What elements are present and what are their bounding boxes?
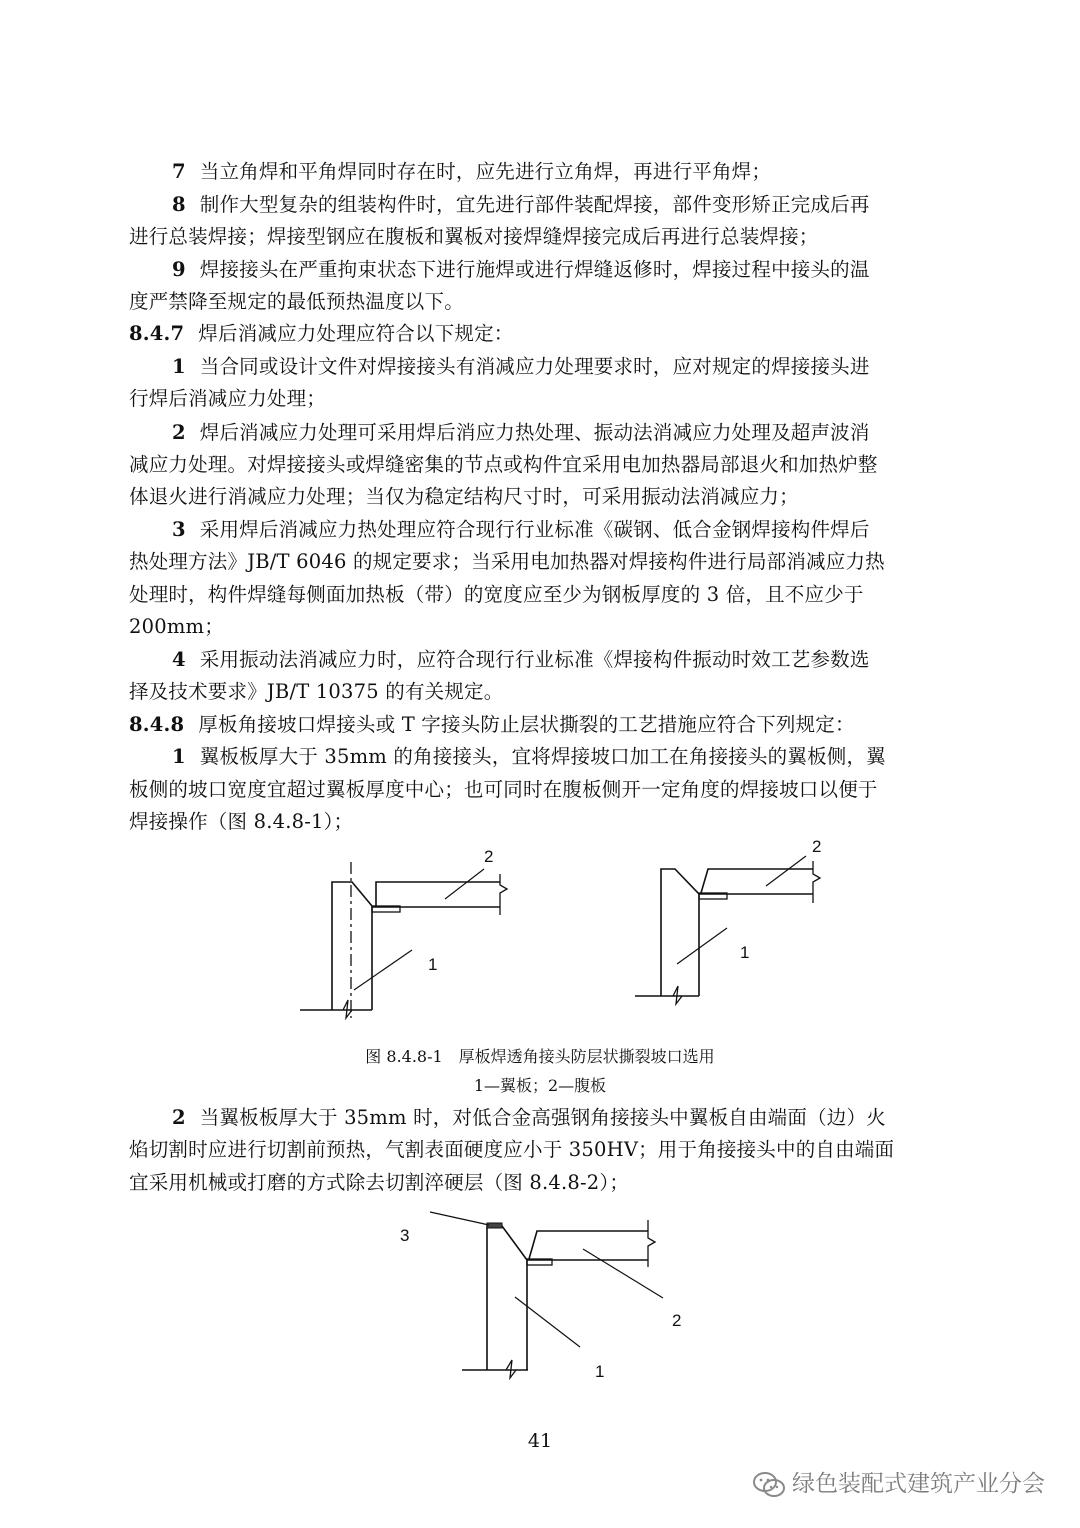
fig2-label-2: 2 bbox=[672, 1311, 682, 1330]
figure-8-4-8-1-legend: 1—翼板；2—腹板 bbox=[473, 1076, 607, 1095]
watermark-text: 绿色装配式建筑产业分会 bbox=[792, 1471, 1045, 1497]
s847-item-4-line2: 择及技术要求》JB/T 10375 的有关规定。 bbox=[129, 680, 504, 703]
s847-item-3-line1: 3 采用焊后消减应力热处理应符合现行行业标准《碳钢、低合金钢焊接构件焊后 bbox=[172, 518, 870, 541]
s847-item-3-line2: 热处理方法》JB/T 6046 的规定要求；当采用电加热器对焊接构件进行局部消减应力热 bbox=[129, 550, 885, 573]
s847-item-1-line1: 1 当合同或设计文件对焊接接头有消减应力处理要求时，应对规定的焊接接头进 bbox=[172, 355, 870, 378]
s848-item-2-line3: 宜采用机械或打磨的方式除去切割淬硬层（图 8.4.8-2）； bbox=[129, 1171, 630, 1194]
fig1-label-2-right: 2 bbox=[812, 837, 822, 856]
section-8-4-8-heading: 8.4.8 厚板角接坡口焊接头或 T 字接头防止层状撕裂的工艺措施应符合下列规定： bbox=[129, 713, 855, 736]
item-8-line1: 8 制作大型复杂的组装构件时，宜先进行部件装配焊接，部件变形矫正完成后再 bbox=[172, 193, 870, 216]
s847-item-1-line2: 行焊后消减应力处理； bbox=[129, 387, 327, 410]
watermark bbox=[752, 1465, 1045, 1499]
fig2-label-1: 1 bbox=[595, 1362, 605, 1381]
page-number: 41 bbox=[527, 1430, 553, 1452]
s847-item-2-line2: 减应力处理。对焊接接头或焊缝密集的节点或构件宜采用电加热器局部退火和加热炉整 bbox=[129, 453, 878, 476]
item-8-line2: 进行总装焊接；焊接型钢应在腹板和翼板对接焊缝焊接完成后再进行总装焊接； bbox=[129, 225, 819, 248]
fig1-label-1-left: 1 bbox=[428, 955, 438, 974]
item-9-line2: 度严禁降至规定的最低预热温度以下。 bbox=[129, 290, 464, 313]
s848-item-1-line1: 1 翼板板厚大于 35mm 的角接接头，宜将焊接坡口加工在角接接头的翼板侧，翼 bbox=[172, 745, 886, 768]
item-7: 7 当立角焊和平角焊同时存在时，应先进行立角焊，再进行平角焊； bbox=[172, 160, 772, 183]
wechat-icon bbox=[752, 1471, 786, 1499]
fig2-label-3: 3 bbox=[400, 1226, 410, 1245]
section-8-4-7-heading: 8.4.7 焊后消减应力处理应符合以下规定： bbox=[129, 322, 514, 345]
s847-item-3-line4: 200mm； bbox=[129, 615, 224, 638]
s848-item-2-line1: 2 当翼板板厚大于 35mm 时，对低合金高强钢角接接头中翼板自由端面（边）火 bbox=[172, 1106, 886, 1129]
s848-item-1-line3: 焊接操作（图 8.4.8-1）； bbox=[129, 810, 354, 833]
s847-item-2-line3: 体退火进行消减应力处理；当仅为稳定结构尺寸时，可采用振动法消减应力； bbox=[129, 485, 799, 508]
s847-item-2-line1: 2 焊后消减应力处理可采用焊后消应力热处理、振动法消减应力处理及超声波消 bbox=[172, 421, 870, 444]
item-9-line1: 9 焊接接头在严重拘束状态下进行施焊或进行焊缝返修时，焊接过程中接头的温 bbox=[172, 258, 870, 281]
s847-item-3-line3: 处理时，构件焊缝每侧面加热板（带）的宽度应至少为钢板厚度的 3 倍，且不应少于 bbox=[129, 583, 864, 606]
figure-8-4-8-1-caption: 图 8.4.8-1 厚板焊透角接头防层状撕裂坡口选用 bbox=[365, 1047, 715, 1066]
fig1-label-2-left: 2 bbox=[484, 847, 494, 866]
s848-item-1-line2: 板侧的坡口宽度宜超过翼板厚度中心；也可同时在腹板侧开一定角度的焊接坡口以便于 bbox=[129, 778, 878, 801]
s847-item-4-line1: 4 采用振动法消减应力时，应符合现行行业标准《焊接构件振动时效工艺参数选 bbox=[172, 648, 870, 671]
s848-item-2-line2: 焰切割时应进行切割前预热，气割表面硬度应小于 350HV；用于角接接头中的自由端面 bbox=[129, 1138, 895, 1161]
fig1-label-1-right: 1 bbox=[740, 943, 750, 962]
